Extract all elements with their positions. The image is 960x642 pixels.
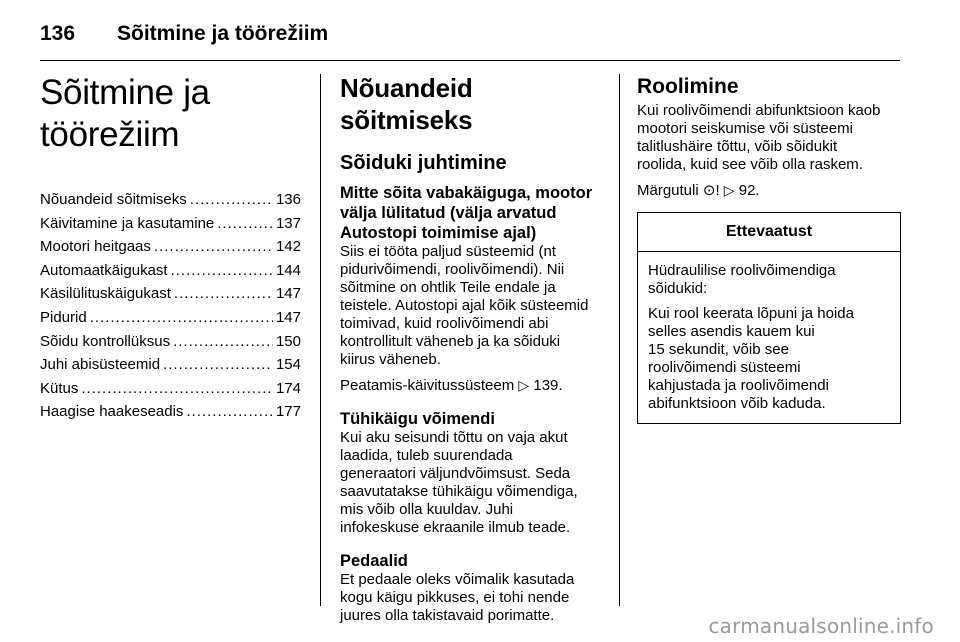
power-steering-warning-icon: ⊙! (702, 182, 720, 199)
toc-entry-label: Käivitamine ja kasutamine (40, 214, 215, 232)
chapter-column (40, 72, 301, 424)
caution-heading: Ettevaatust (638, 213, 900, 252)
toc-leader-dots (174, 282, 273, 306)
toc-entry[interactable] (40, 259, 301, 283)
topic-title-pedals: Pedaalid (340, 552, 408, 570)
toc-entry-page: 150 (275, 332, 301, 350)
watermark: carmanualsonline.info (708, 614, 934, 638)
ref-triangle-icon: ▷ (518, 377, 530, 393)
topic-title-idle-boost: Tühikäigu võimendi (340, 410, 495, 428)
column-divider-2 (619, 74, 620, 606)
toc-leader-dots (171, 259, 273, 283)
steering-column (637, 72, 902, 424)
toc-entry-label: Käsilülituskäigukast (40, 285, 171, 303)
toc-entry-page: 136 (275, 191, 301, 208)
sub-title-vehicle-control: Sõiduki juhtimine (340, 152, 507, 174)
caution-box (637, 212, 901, 424)
toc-entry-page: 147 (275, 308, 301, 326)
toc-entry[interactable] (40, 235, 301, 259)
column-divider-1 (320, 74, 321, 606)
table-of-contents (40, 188, 301, 424)
toc-entry[interactable] (40, 306, 301, 330)
toc-entry-page: 142 (275, 238, 301, 256)
toc-entry[interactable] (40, 212, 301, 236)
chapter-title: Sõitmine ja töörežiim (40, 73, 210, 154)
toc-leader-dots (90, 306, 273, 330)
toc-entry[interactable] (40, 330, 301, 354)
toc-leader-dots (81, 377, 273, 401)
toc-entry[interactable] (40, 353, 301, 377)
toc-entry[interactable] (40, 282, 301, 306)
running-header-title: Sõitmine ja töörežiim (117, 22, 329, 45)
section-title: Nõuandeid sõitmiseks (340, 73, 473, 135)
topic-body-idle-boost: Kui aku seisundi tõttu on vaja akut laadida, tuleb suurendada generaatori väljundvõimsust. Seda saavutatakse tühikäigu võimendiga, mis võib olla kuuldav. Juhi infokeskuse ekraanile ilmub teade. (340, 429, 578, 536)
toc-leader-dots (186, 400, 273, 424)
page-header (40, 14, 900, 54)
toc-entry-page: 144 (275, 261, 301, 279)
ref-triangle-icon: ▷ (723, 182, 735, 198)
toc-entry-label: Automaatkäigukast (40, 261, 168, 279)
toc-entry-page: 147 (275, 285, 301, 303)
toc-leader-dots (163, 353, 273, 377)
toc-entry[interactable] (40, 400, 301, 424)
toc-entry-label: Mootori heitgaas (40, 238, 151, 256)
toc-entry-label: Sõidu kontrollüksus (40, 332, 171, 350)
caution-body: Hüdraulilise roolivõimendiga sõidukid: Kui rool keerata lõpuni ja hoida selles asendis kauem kui 15 sekundit, võib see roolivõimendi süsteemi kahjustada ja roolivõimendi abifunktsioon võib kaduda. (648, 262, 854, 412)
toc-entry-page: 137 (275, 214, 301, 232)
header-rule (40, 60, 900, 61)
cross-reference-stop-start: Peatamis-käivitussüsteem ▷ 139. (340, 377, 563, 394)
steering-body: Kui roolivõimendi abifunktsioon kaob mootori seiskumise või süsteemi talitlushäire tõttu, võib sõidukit roolida, kuid see võib olla raskem. (637, 102, 881, 173)
driving-tips-column (340, 72, 606, 625)
toc-entry[interactable] (40, 188, 301, 212)
toc-entry-label: Kütus (40, 379, 79, 397)
toc-entry[interactable] (40, 377, 301, 401)
sub-title-steering: Roolimine (637, 75, 739, 98)
toc-entry-page: 174 (275, 379, 301, 397)
toc-leader-dots (154, 235, 273, 259)
toc-leader-dots (190, 188, 273, 212)
toc-leader-dots (217, 212, 273, 236)
toc-entry-label: Haagise haakeseadis (40, 403, 184, 421)
toc-entry-page: 154 (275, 356, 301, 374)
cross-reference-warning-light: Märgutuli ⊙! ▷ 92. (637, 182, 760, 199)
toc-entry-label: Juhi abisüsteemid (40, 356, 161, 374)
toc-entry-page: 177 (275, 403, 301, 421)
page-number: 136 (40, 22, 76, 45)
toc-entry-label: Pidurid (40, 308, 87, 326)
toc-leader-dots (173, 330, 273, 354)
topic-body-coasting: Siis ei tööta paljud süsteemid (nt pidurivõimendi, roolivõimendi). Nii sõitmine on ohtlik Teile endale ja teistele. Autostopi ajal kõik süsteemid toimivad, kuid roolivõimendi abi kontrollitult väheneb ja ka sõiduki kiirus väheneb. (340, 243, 589, 368)
topic-title-coasting: Mitte sõita vabakäiguga, mootor välja lülitatud (välja arvatud Autostopi toimimise ajal) (340, 184, 593, 242)
toc-entry-label: Nõuandeid sõitmiseks (40, 191, 187, 208)
topic-body-pedals: Et pedaale oleks võimalik kasutada kogu käigu pikkuses, ei tohi nende juures olla takistavaid porimatte. (340, 571, 575, 624)
